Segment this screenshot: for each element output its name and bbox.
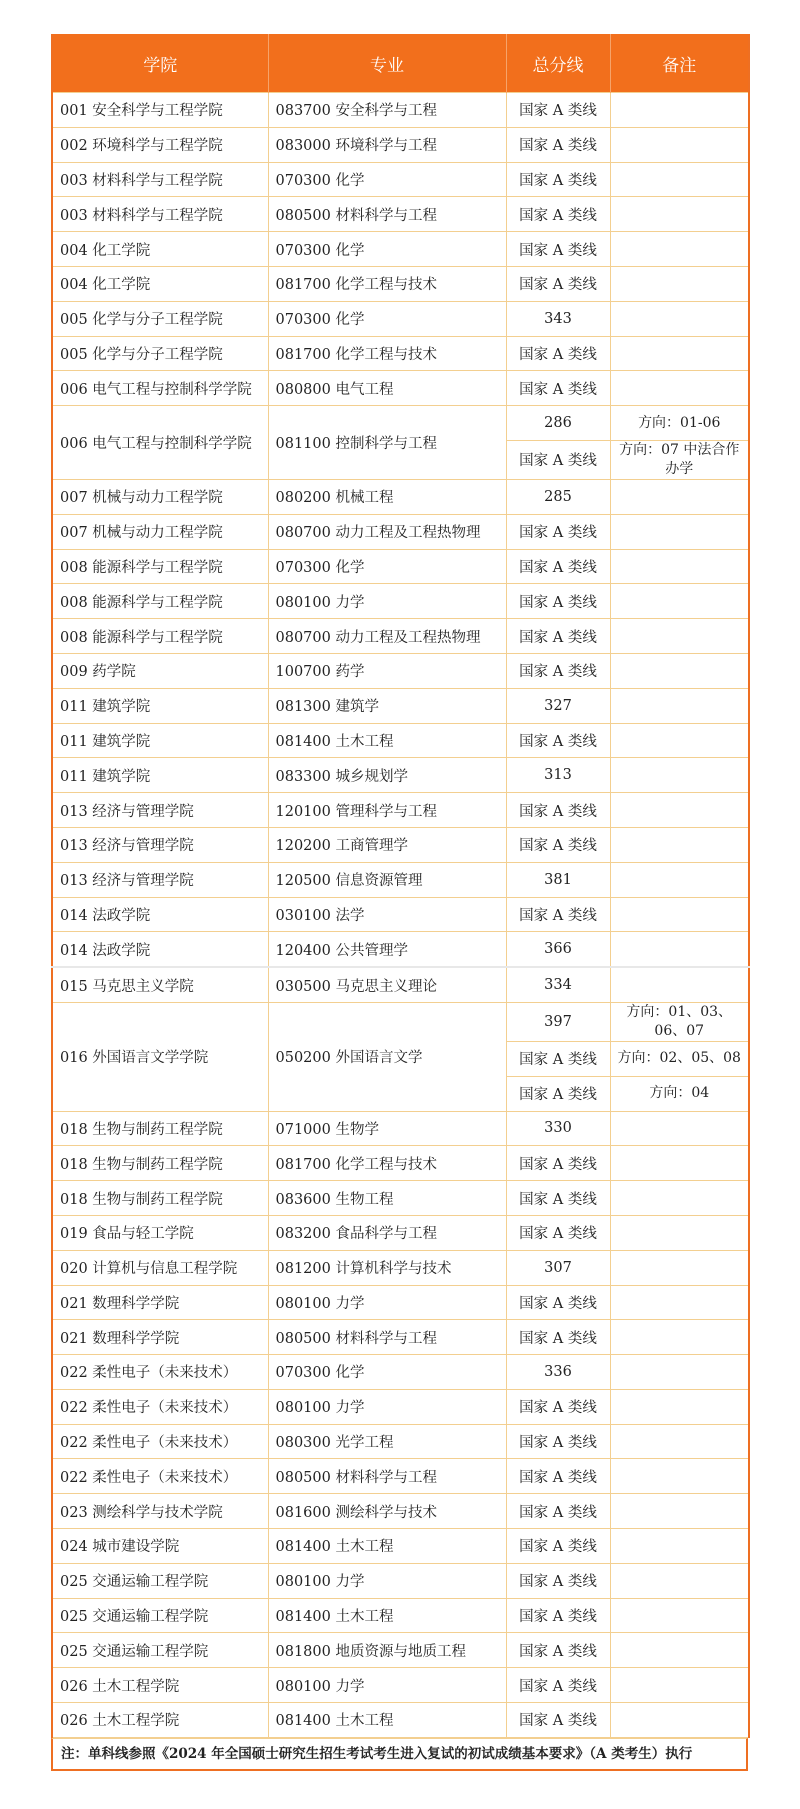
cell-school: 014 法政学院 xyxy=(52,897,268,932)
cell-note xyxy=(610,827,749,862)
cell-school: 016 外国语言文学学院 xyxy=(52,1002,268,1111)
cell-school: 022 柔性电子（未来技术） xyxy=(52,1424,268,1459)
cell-school: 011 建筑学院 xyxy=(52,688,268,723)
table-row xyxy=(52,1529,749,1564)
cell-note xyxy=(610,371,749,406)
cell-school: 021 数理科学学院 xyxy=(52,1285,268,1320)
cell-school: 013 经济与管理学院 xyxy=(52,793,268,828)
cell-score: 国家 A 类线 xyxy=(506,440,610,479)
cell-note: 方向：01、03、06、07 xyxy=(610,1002,749,1041)
cell-school: 008 能源科学与工程学院 xyxy=(52,549,268,584)
cell-major: 083000 环境科学与工程 xyxy=(268,127,506,162)
cell-note xyxy=(610,758,749,793)
cell-score: 国家 A 类线 xyxy=(506,549,610,584)
cell-school: 008 能源科学与工程学院 xyxy=(52,584,268,619)
cell-school: 025 交通运输工程学院 xyxy=(52,1563,268,1598)
table-row xyxy=(52,1668,749,1703)
cell-score: 381 xyxy=(506,862,610,897)
cell-note: 方向：01-06 xyxy=(610,406,749,441)
cell-major: 070300 化学 xyxy=(268,301,506,336)
cell-score: 307 xyxy=(506,1250,610,1285)
cell-score: 国家 A 类线 xyxy=(506,232,610,267)
cell-score: 国家 A 类线 xyxy=(506,1459,610,1494)
cell-score: 国家 A 类线 xyxy=(506,653,610,688)
score-table-container xyxy=(51,34,748,1771)
cell-note xyxy=(610,723,749,758)
cell-note xyxy=(610,967,749,1002)
cell-major: 081400 土木工程 xyxy=(268,1529,506,1564)
table-row xyxy=(52,1494,749,1529)
table-row xyxy=(52,1111,749,1146)
cell-score: 国家 A 类线 xyxy=(506,1494,610,1529)
cell-school: 008 能源科学与工程学院 xyxy=(52,619,268,654)
cell-score: 国家 A 类线 xyxy=(506,1076,610,1111)
table-row xyxy=(52,584,749,619)
cell-note xyxy=(610,1424,749,1459)
cell-major: 120200 工商管理学 xyxy=(268,827,506,862)
table-row xyxy=(52,619,749,654)
cell-score: 330 xyxy=(506,1111,610,1146)
cell-note xyxy=(610,1598,749,1633)
table-row xyxy=(52,1285,749,1320)
cell-school: 025 交通运输工程学院 xyxy=(52,1633,268,1668)
cell-major: 083200 食品科学与工程 xyxy=(268,1215,506,1250)
cell-school: 021 数理科学学院 xyxy=(52,1320,268,1355)
cell-major: 081700 化学工程与技术 xyxy=(268,1146,506,1181)
cell-note xyxy=(610,1389,749,1424)
cell-major: 070300 化学 xyxy=(268,162,506,197)
cell-score: 国家 A 类线 xyxy=(506,723,610,758)
cell-school: 026 土木工程学院 xyxy=(52,1668,268,1703)
cell-major: 080100 力学 xyxy=(268,1389,506,1424)
cell-note: 方向：07 中法合作办学 xyxy=(610,440,749,479)
cell-score: 国家 A 类线 xyxy=(506,1146,610,1181)
table-row xyxy=(52,127,749,162)
table-row xyxy=(52,1002,749,1041)
cell-note xyxy=(610,1529,749,1564)
cell-score: 327 xyxy=(506,688,610,723)
header-score: 总分线 xyxy=(506,34,610,93)
cell-school: 022 柔性电子（未来技术） xyxy=(52,1389,268,1424)
cell-score: 国家 A 类线 xyxy=(506,1529,610,1564)
table-body xyxy=(52,93,749,1738)
cell-score: 285 xyxy=(506,479,610,514)
table-row xyxy=(52,897,749,932)
cell-note xyxy=(610,1355,749,1390)
cell-note xyxy=(610,1181,749,1216)
cell-school: 006 电气工程与控制科学学院 xyxy=(52,406,268,480)
cell-note: 方向：02、05、08 xyxy=(610,1041,749,1076)
cell-major: 120500 信息资源管理 xyxy=(268,862,506,897)
cell-score: 397 xyxy=(506,1002,610,1041)
cell-school: 023 测绘科学与技术学院 xyxy=(52,1494,268,1529)
table-row xyxy=(52,1215,749,1250)
table-row xyxy=(52,862,749,897)
table-row xyxy=(52,1598,749,1633)
cell-note xyxy=(610,1250,749,1285)
cell-major: 070300 化学 xyxy=(268,1355,506,1390)
cell-school: 013 经济与管理学院 xyxy=(52,827,268,862)
table-row xyxy=(52,197,749,232)
header-school: 学院 xyxy=(52,34,268,93)
table-row xyxy=(52,514,749,549)
cell-score: 国家 A 类线 xyxy=(506,1389,610,1424)
cell-score: 国家 A 类线 xyxy=(506,1320,610,1355)
cell-note xyxy=(610,688,749,723)
cell-note xyxy=(610,1320,749,1355)
cell-note xyxy=(610,932,749,967)
cell-note xyxy=(610,1563,749,1598)
table-row xyxy=(52,1703,749,1738)
table-row xyxy=(52,1320,749,1355)
cell-school: 024 城市建设学院 xyxy=(52,1529,268,1564)
cell-score: 国家 A 类线 xyxy=(506,336,610,371)
table-row xyxy=(52,827,749,862)
cell-major: 030500 马克思主义理论 xyxy=(268,967,506,1002)
cell-school: 015 马克思主义学院 xyxy=(52,967,268,1002)
cell-major: 071000 生物学 xyxy=(268,1111,506,1146)
cell-major: 120100 管理科学与工程 xyxy=(268,793,506,828)
table-row xyxy=(52,967,749,1002)
cell-major: 080100 力学 xyxy=(268,1285,506,1320)
cell-major: 100700 药学 xyxy=(268,653,506,688)
cell-school: 009 药学院 xyxy=(52,653,268,688)
cell-score: 国家 A 类线 xyxy=(506,1215,610,1250)
table-row xyxy=(52,1181,749,1216)
cell-note xyxy=(610,1494,749,1529)
table-row xyxy=(52,549,749,584)
cell-major: 080100 力学 xyxy=(268,1563,506,1598)
cell-school: 007 机械与动力工程学院 xyxy=(52,479,268,514)
cell-school: 003 材料科学与工程学院 xyxy=(52,162,268,197)
cell-school: 018 生物与制药工程学院 xyxy=(52,1111,268,1146)
cell-school: 014 法政学院 xyxy=(52,932,268,967)
cell-school: 005 化学与分子工程学院 xyxy=(52,301,268,336)
cell-school: 002 环境科学与工程学院 xyxy=(52,127,268,162)
cell-note xyxy=(610,301,749,336)
table-row xyxy=(52,688,749,723)
cell-major: 080700 动力工程及工程热物理 xyxy=(268,514,506,549)
table-header xyxy=(52,34,749,93)
cell-school: 005 化学与分子工程学院 xyxy=(52,336,268,371)
cell-note xyxy=(610,232,749,267)
cell-score: 国家 A 类线 xyxy=(506,162,610,197)
cell-score: 334 xyxy=(506,967,610,1002)
table-row xyxy=(52,371,749,406)
cell-score: 国家 A 类线 xyxy=(506,584,610,619)
cell-school: 011 建筑学院 xyxy=(52,723,268,758)
cell-major: 080500 材料科学与工程 xyxy=(268,197,506,232)
cell-major: 081400 土木工程 xyxy=(268,723,506,758)
cell-note xyxy=(610,793,749,828)
cell-score: 国家 A 类线 xyxy=(506,793,610,828)
cell-major: 083600 生物工程 xyxy=(268,1181,506,1216)
cell-school: 004 化工学院 xyxy=(52,266,268,301)
cell-score: 国家 A 类线 xyxy=(506,371,610,406)
cell-major: 081400 土木工程 xyxy=(268,1598,506,1633)
footnote: 注：单科线参照《2024 年全国硕士研究生招生考试考生进入复试的初试成绩基本要求》（A 类考生）执行 xyxy=(51,1738,748,1771)
cell-note xyxy=(610,1285,749,1320)
cell-major: 080500 材料科学与工程 xyxy=(268,1320,506,1355)
cell-note xyxy=(610,1215,749,1250)
cell-note xyxy=(610,1703,749,1738)
cell-major: 080300 光学工程 xyxy=(268,1424,506,1459)
cell-score: 国家 A 类线 xyxy=(506,266,610,301)
table-row xyxy=(52,758,749,793)
cell-score: 国家 A 类线 xyxy=(506,1285,610,1320)
cell-note xyxy=(610,197,749,232)
cell-score: 343 xyxy=(506,301,610,336)
cell-major: 081600 测绘科学与技术 xyxy=(268,1494,506,1529)
cell-school: 020 计算机与信息工程学院 xyxy=(52,1250,268,1285)
cell-school: 018 生物与制药工程学院 xyxy=(52,1146,268,1181)
cell-school: 013 经济与管理学院 xyxy=(52,862,268,897)
cell-note xyxy=(610,127,749,162)
cell-school: 001 安全科学与工程学院 xyxy=(52,93,268,128)
cell-note xyxy=(610,162,749,197)
cell-school: 022 柔性电子（未来技术） xyxy=(52,1355,268,1390)
cell-major: 080700 动力工程及工程热物理 xyxy=(268,619,506,654)
cell-score: 国家 A 类线 xyxy=(506,1598,610,1633)
cell-school: 011 建筑学院 xyxy=(52,758,268,793)
cell-school: 003 材料科学与工程学院 xyxy=(52,197,268,232)
cell-score: 国家 A 类线 xyxy=(506,897,610,932)
cell-score: 国家 A 类线 xyxy=(506,127,610,162)
cell-note xyxy=(610,897,749,932)
cell-school: 007 机械与动力工程学院 xyxy=(52,514,268,549)
cell-score: 国家 A 类线 xyxy=(506,93,610,128)
cell-note xyxy=(610,584,749,619)
cell-score: 286 xyxy=(506,406,610,441)
cell-major: 081700 化学工程与技术 xyxy=(268,266,506,301)
cell-note xyxy=(610,1111,749,1146)
cell-major: 083700 安全科学与工程 xyxy=(268,93,506,128)
cell-score: 国家 A 类线 xyxy=(506,514,610,549)
table-row xyxy=(52,1389,749,1424)
table-row xyxy=(52,266,749,301)
table-row xyxy=(52,1563,749,1598)
cell-score: 国家 A 类线 xyxy=(506,1424,610,1459)
cell-note xyxy=(610,1668,749,1703)
cell-note xyxy=(610,93,749,128)
cell-major: 080200 机械工程 xyxy=(268,479,506,514)
table-row xyxy=(52,479,749,514)
cell-note xyxy=(610,336,749,371)
cell-major: 081400 土木工程 xyxy=(268,1703,506,1738)
cell-note xyxy=(610,1633,749,1668)
cell-major: 080800 电气工程 xyxy=(268,371,506,406)
table-row xyxy=(52,406,749,441)
cell-score: 313 xyxy=(506,758,610,793)
table-row xyxy=(52,301,749,336)
table-row xyxy=(52,1355,749,1390)
table-row xyxy=(52,723,749,758)
cell-school: 018 生物与制药工程学院 xyxy=(52,1181,268,1216)
cell-major: 081100 控制科学与工程 xyxy=(268,406,506,480)
cell-note xyxy=(610,266,749,301)
cell-major: 081700 化学工程与技术 xyxy=(268,336,506,371)
table-row xyxy=(52,93,749,128)
cell-note xyxy=(610,619,749,654)
header-major: 专业 xyxy=(268,34,506,93)
table-row xyxy=(52,1250,749,1285)
cell-score: 国家 A 类线 xyxy=(506,1563,610,1598)
cell-major: 030100 法学 xyxy=(268,897,506,932)
cell-note: 方向：04 xyxy=(610,1076,749,1111)
table-row xyxy=(52,232,749,267)
cell-major: 070300 化学 xyxy=(268,232,506,267)
cell-school: 025 交通运输工程学院 xyxy=(52,1598,268,1633)
cell-school: 019 食品与轻工学院 xyxy=(52,1215,268,1250)
cell-note xyxy=(610,862,749,897)
cell-major: 080100 力学 xyxy=(268,1668,506,1703)
cell-score: 国家 A 类线 xyxy=(506,1041,610,1076)
cell-score: 国家 A 类线 xyxy=(506,1181,610,1216)
cell-score: 国家 A 类线 xyxy=(506,619,610,654)
cell-score: 国家 A 类线 xyxy=(506,1668,610,1703)
cell-school: 004 化工学院 xyxy=(52,232,268,267)
cell-score: 国家 A 类线 xyxy=(506,1703,610,1738)
table-row xyxy=(52,793,749,828)
cell-major: 081300 建筑学 xyxy=(268,688,506,723)
cell-score: 国家 A 类线 xyxy=(506,827,610,862)
header-note: 备注 xyxy=(610,34,749,93)
cell-note xyxy=(610,549,749,584)
cell-school: 006 电气工程与控制科学学院 xyxy=(52,371,268,406)
table-row xyxy=(52,653,749,688)
cell-score: 336 xyxy=(506,1355,610,1390)
cell-note xyxy=(610,514,749,549)
table-row xyxy=(52,1459,749,1494)
cell-note xyxy=(610,653,749,688)
cell-school: 022 柔性电子（未来技术） xyxy=(52,1459,268,1494)
cell-note xyxy=(610,479,749,514)
table-row xyxy=(52,1633,749,1668)
table-row xyxy=(52,162,749,197)
cell-note xyxy=(610,1146,749,1181)
cell-score: 366 xyxy=(506,932,610,967)
table-row xyxy=(52,932,749,967)
cell-major: 120400 公共管理学 xyxy=(268,932,506,967)
table-row xyxy=(52,1146,749,1181)
cell-major: 050200 外国语言文学 xyxy=(268,1002,506,1111)
cell-major: 070300 化学 xyxy=(268,549,506,584)
table-row xyxy=(52,1424,749,1459)
cell-score: 国家 A 类线 xyxy=(506,1633,610,1668)
cell-score: 国家 A 类线 xyxy=(506,197,610,232)
cell-major: 083300 城乡规划学 xyxy=(268,758,506,793)
cell-school: 026 土木工程学院 xyxy=(52,1703,268,1738)
cell-major: 081800 地质资源与地质工程 xyxy=(268,1633,506,1668)
cell-note xyxy=(610,1459,749,1494)
cell-major: 081200 计算机科学与技术 xyxy=(268,1250,506,1285)
table-row xyxy=(52,336,749,371)
score-table xyxy=(51,34,750,1738)
cell-major: 080500 材料科学与工程 xyxy=(268,1459,506,1494)
cell-major: 080100 力学 xyxy=(268,584,506,619)
